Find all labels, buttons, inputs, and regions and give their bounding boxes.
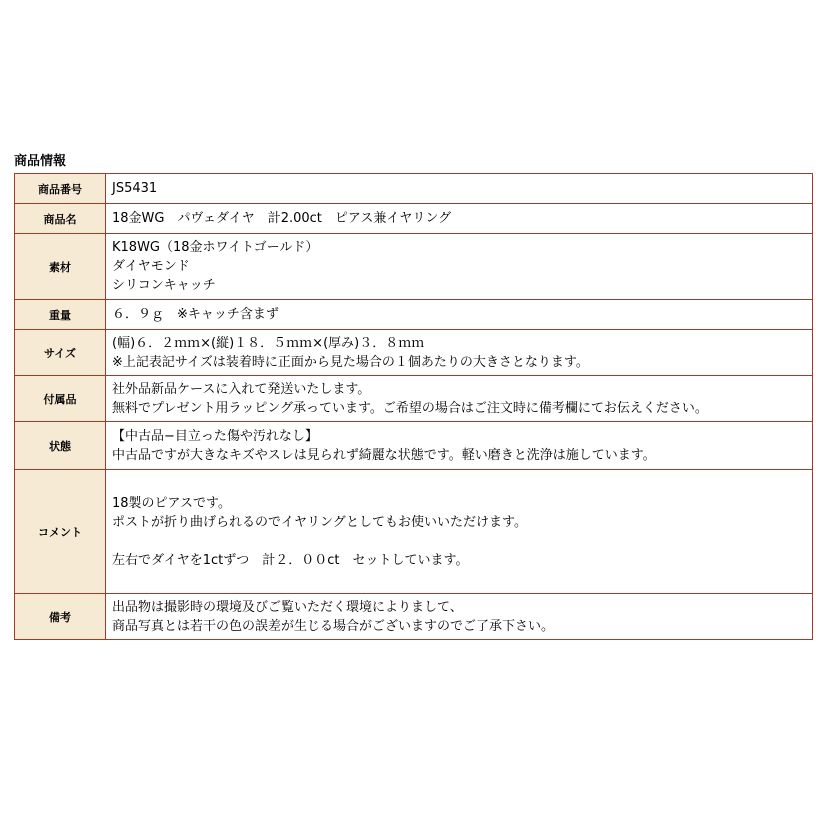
row-product-number <box>15 174 813 204</box>
row-weight <box>15 300 813 330</box>
row-value <box>106 174 813 204</box>
row-size <box>15 330 813 376</box>
section-title: 商品情報 <box>14 154 67 169</box>
row-value <box>106 204 813 234</box>
row-label: 素材 <box>15 234 106 300</box>
value-line: 商品写真とは若干の色の誤差が生じる場合がございますのでご了承下さい。 <box>112 618 555 634</box>
row-value <box>106 234 813 300</box>
row-value <box>106 594 813 640</box>
row-label: 商品名 <box>15 204 106 234</box>
row-label: 状態 <box>15 422 106 470</box>
row-notes <box>15 594 813 640</box>
value-line: ダイヤモンド <box>112 259 190 274</box>
row-label: サイズ <box>15 330 106 376</box>
row-value <box>106 376 813 422</box>
value-line: 左右でダイヤを1ctずつ 計２．００ct セットしています。 <box>112 552 469 568</box>
row-label: 付属品 <box>15 376 106 422</box>
value-line: ６．９ｇ ※キャッチ含まず <box>112 307 279 322</box>
row-value <box>106 470 813 594</box>
value-line: 【中古品−目立った傷や汚れなし】 <box>112 428 318 444</box>
value-line: JS5431 <box>112 181 158 196</box>
row-label: 商品番号 <box>15 174 106 204</box>
value-line: シリコンキャッチ <box>112 278 216 293</box>
value-line: ※上記表記サイズは装着時に正面から見た場合の１個あたりの大きさとなります。 <box>112 354 589 370</box>
row-label: 備考 <box>15 594 106 640</box>
row-value <box>106 422 813 470</box>
row-value <box>106 330 813 376</box>
value-line: 18製のピアスです。 <box>112 495 231 511</box>
product-info-table <box>14 173 813 640</box>
value-line: K18WG（18金ホワイトゴールド） <box>112 240 319 255</box>
row-product-name <box>15 204 813 234</box>
row-value <box>106 300 813 330</box>
value-line: ポストが折り曲げられるのでイヤリングとしてもお使いいただけます。 <box>112 514 527 530</box>
row-material <box>15 234 813 300</box>
value-line: 出品物は撮影時の環境及びご覧いただく環境によりまして、 <box>112 599 463 615</box>
value-line: 無料でプレゼント用ラッピング承っています。ご希望の場合はご注文時に備考欄にてお伝えください。 <box>112 400 708 416</box>
row-accessories <box>15 376 813 422</box>
value-line: (幅)６．２ｍｍ×(縦)１８．５ｍｍ×(厚み)３．８ｍｍ <box>112 335 425 351</box>
value-line: 社外品新品ケースに入れて発送いたします。 <box>112 381 371 397</box>
row-comment <box>15 470 813 594</box>
value-line: 中古品ですが大きなキズやスレは見られず綺麗な状態です。軽い磨きと洗浄は施しています。 <box>112 447 656 463</box>
row-label: コメント <box>15 470 106 594</box>
row-condition <box>15 422 813 470</box>
blank-line <box>112 532 808 551</box>
value-line: 18金WG パヴェダイヤ 計2.00ct ピアス兼イヤリング <box>112 211 452 226</box>
row-label: 重量 <box>15 300 106 330</box>
